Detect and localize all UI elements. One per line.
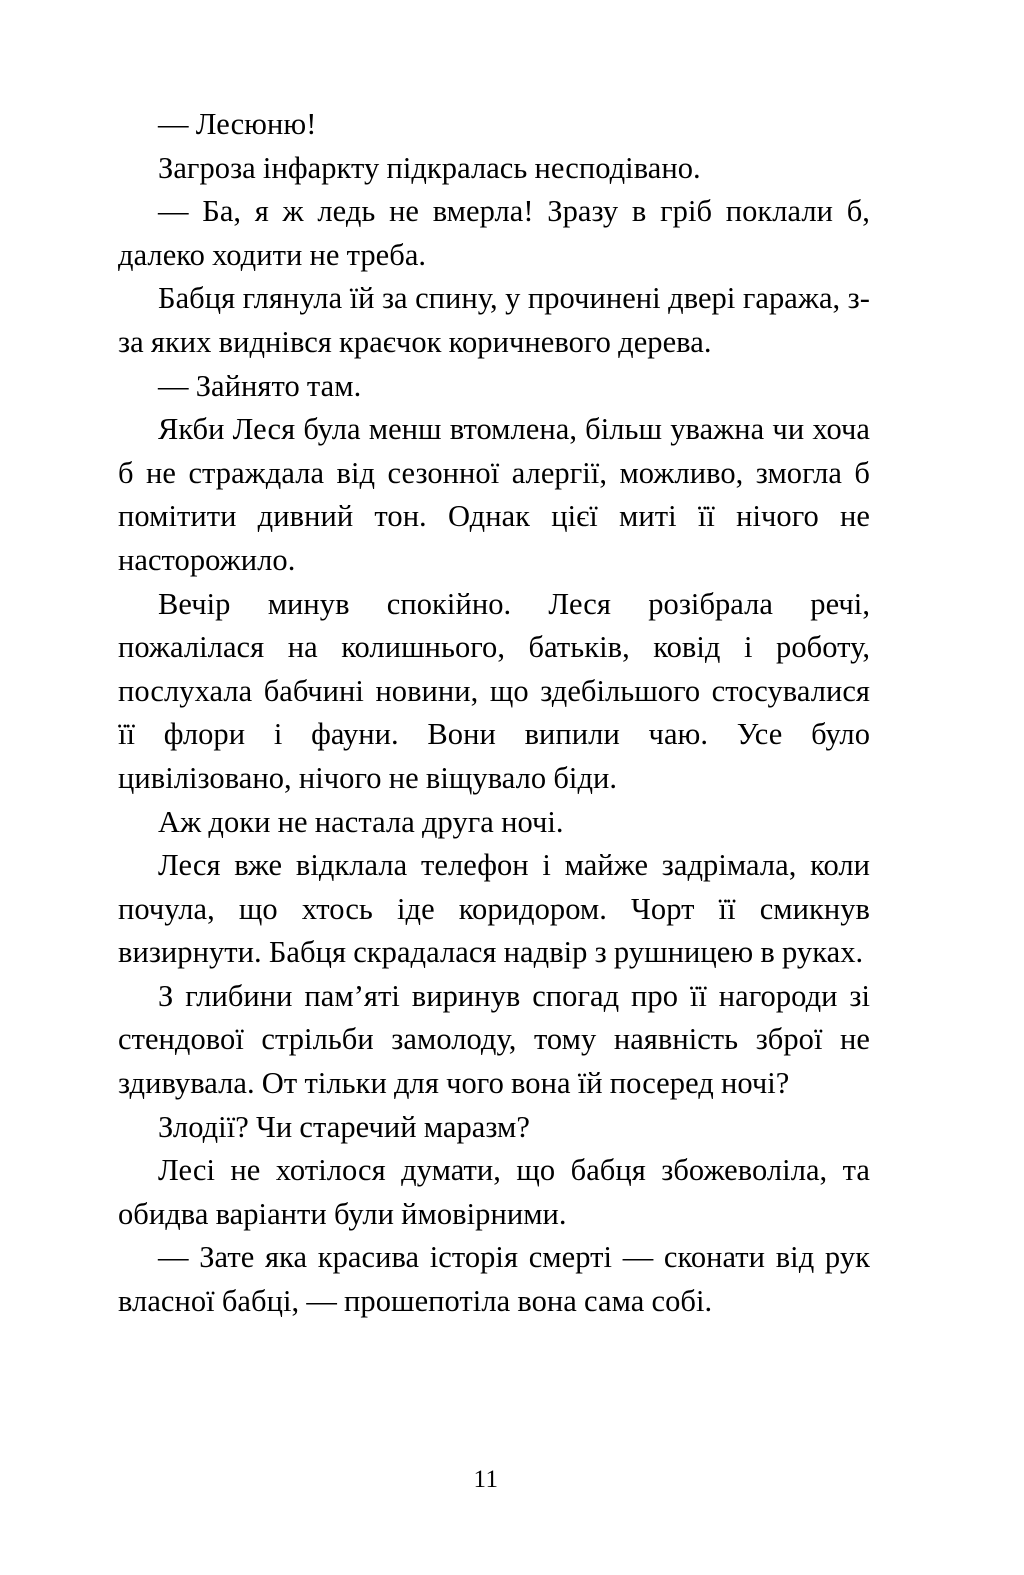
paragraph: — Ба, я ж ледь не вмерла! Зразу в гріб поклали б, далеко ходити не треба. [118, 194, 870, 272]
body-text-column [118, 103, 870, 1324]
page-number [0, 1465, 1024, 1495]
paragraph: Аж доки не настала друга ночі. [158, 804, 564, 839]
page-number-value: 11 [473, 1466, 499, 1493]
paragraph: — Лесюню! [158, 107, 317, 141]
paragraph: Вечір минув спокійно. Леся розібрала речі, пожалілася на колишнього, батьків, ковід і роботу, послухала бабчині новини, що здебільшого стосувалися її флори і фауни. Вони випили чаю. Усе було цивілізовано, нічого не віщувало біди. [118, 586, 870, 795]
paragraph: — Зате яка красива історія смерті — сконати від рук власної бабці, — прошепотіла вона сама собі. [118, 1240, 870, 1319]
paragraph: З глибини пам’яті виринув спогад про її нагороди зі стендової стрільби замолоду, тому наявність зброї не здивувала. От тільки для чого вона їй посеред ночі? [118, 978, 870, 1101]
paragraph: Лесі не хотілося думати, що бабця збожеволіла, та обидва варіанти були ймовірними. [118, 1153, 870, 1231]
paragraph: Леся вже відклала телефон і майже задрімала, коли почула, що хтось іде коридором. Чорт її смикнув визирнути. Бабця скрадалася надвір з рушницею в руках. [118, 848, 870, 970]
paragraph: — Зайнято там. [158, 368, 362, 403]
paragraph: Загроза інфаркту підкралась несподівано. [158, 150, 701, 185]
paragraph: Бабця глянула їй за спину, у прочинені двері гаража, з-за яких виднівся краєчок коричневого дерева. [118, 281, 870, 359]
paragraph: Злодії? Чи старечий маразм? [158, 1109, 531, 1144]
paragraph: Якби Леся була менш втомлена, більш уважна чи хоча б не страждала від сезонної алергії, можливо, змогла б помітити дивний тон. Однак цієї миті її нічого не насторожило. [118, 412, 870, 577]
